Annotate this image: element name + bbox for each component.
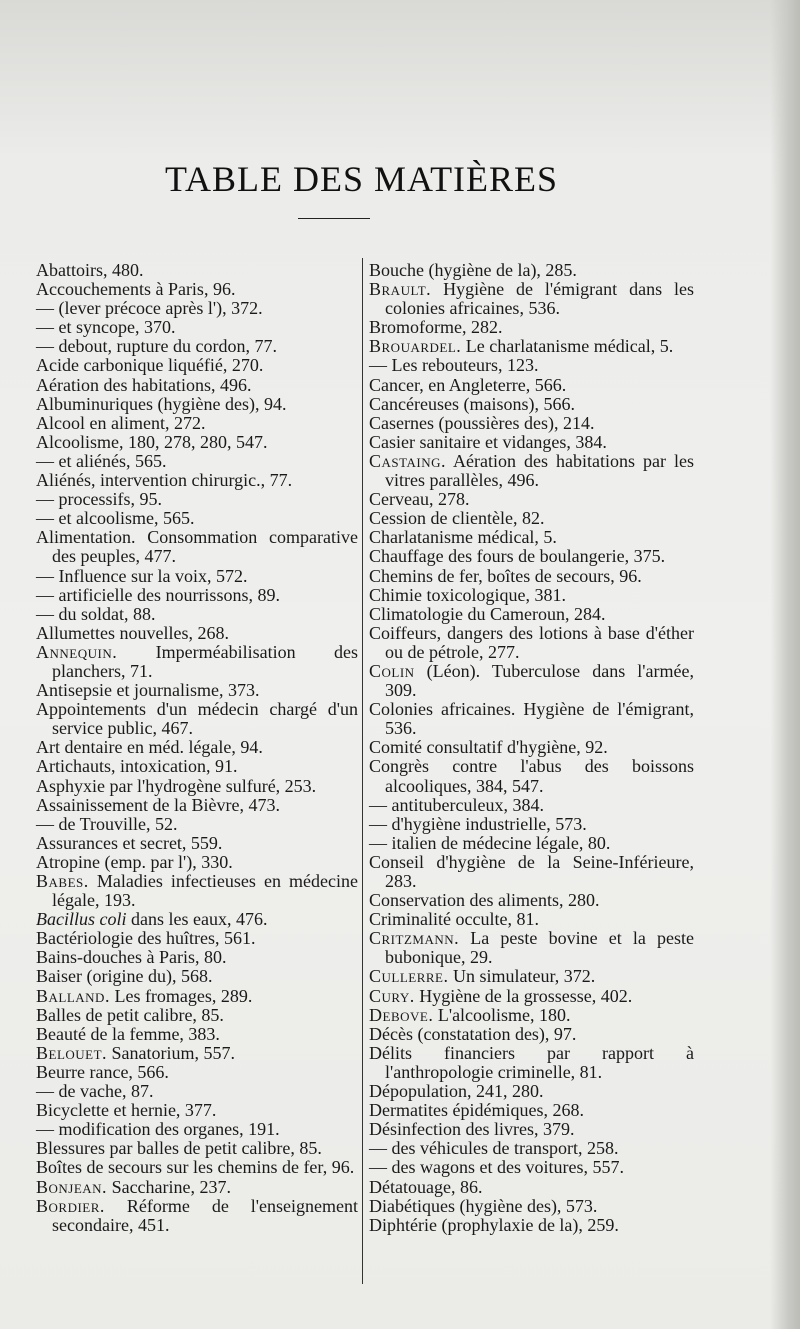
entry-text: Bromoforme, 282. bbox=[369, 317, 503, 338]
index-entry bbox=[36, 1025, 358, 1044]
index-entry bbox=[369, 547, 694, 566]
index-entry bbox=[369, 376, 694, 395]
entry-text: Maladies infectieuses en médecine légale, 193. bbox=[52, 871, 358, 911]
index-entry bbox=[369, 318, 694, 337]
entry-text: Bouche (hygiène de la), 285. bbox=[369, 260, 577, 280]
entry-text: Appointements d'un médecin chargé d'un service public, 467. bbox=[36, 699, 358, 739]
entry-text: Abattoirs, 480. bbox=[36, 260, 144, 280]
entry-text: Les fromages, 289. bbox=[114, 985, 253, 1006]
index-entry bbox=[36, 796, 358, 815]
entry-text: Hygiène de l'émigrant dans les colonies africaines, 536. bbox=[385, 279, 694, 319]
author-name: Bordier. bbox=[36, 1195, 105, 1216]
index-entry bbox=[369, 395, 694, 414]
index-column-left bbox=[36, 261, 358, 1235]
index-entry bbox=[36, 681, 358, 700]
index-entry bbox=[369, 280, 694, 318]
entry-text: Blessures par balles de petit calibre, 85. bbox=[36, 1138, 322, 1159]
entry-text: Asphyxie par l'hydrogène sulfuré, 253. bbox=[36, 775, 317, 796]
index-entry bbox=[369, 1025, 694, 1044]
index-entry bbox=[369, 1139, 694, 1158]
author-name: Castaing. bbox=[369, 450, 447, 471]
entry-text: Beauté de la femme, 383. bbox=[36, 1023, 220, 1044]
index-entry bbox=[36, 280, 358, 299]
index-entry bbox=[369, 624, 694, 662]
index-entry bbox=[36, 624, 358, 643]
entry-text: Allumettes nouvelles, 268. bbox=[36, 622, 229, 643]
entry-text: Cancéreuses (maisons), 566. bbox=[369, 393, 575, 414]
index-entry bbox=[369, 1082, 694, 1101]
index-entry bbox=[36, 318, 358, 337]
entry-text: Détatouage, 86. bbox=[369, 1176, 483, 1197]
index-entry bbox=[36, 299, 358, 318]
index-entry bbox=[36, 929, 358, 948]
author-name: Balland. bbox=[36, 985, 110, 1006]
entry-text: — et alcoolisme, 565. bbox=[36, 508, 195, 529]
author-name: Brault. bbox=[369, 279, 432, 300]
index-entry bbox=[369, 356, 694, 375]
index-entry bbox=[36, 948, 358, 967]
index-entry bbox=[369, 853, 694, 891]
entry-text: — et aliénés, 565. bbox=[36, 450, 167, 471]
entry-text: Aération des habitations, 496. bbox=[36, 374, 252, 395]
entry-text: Boîtes de secours sur les chemins de fer, 96. bbox=[36, 1157, 355, 1178]
title-rule bbox=[298, 218, 370, 219]
index-entry bbox=[36, 1082, 358, 1101]
entry-text: Charlatanisme médical, 5. bbox=[369, 527, 557, 548]
author-name: Belouet. bbox=[36, 1042, 108, 1063]
entry-text: — modification des organes, 191. bbox=[36, 1119, 280, 1140]
author-name: Babes. bbox=[36, 871, 89, 891]
index-entry bbox=[369, 586, 694, 605]
index-entry bbox=[369, 261, 694, 280]
index-entry bbox=[36, 853, 358, 872]
entry-text: Un simulateur, 372. bbox=[453, 966, 596, 987]
index-entry bbox=[369, 738, 694, 757]
index-entry bbox=[369, 1120, 694, 1139]
index-column-right bbox=[369, 261, 694, 1235]
index-entry bbox=[36, 1101, 358, 1120]
index-entry bbox=[369, 834, 694, 853]
index-entry bbox=[36, 1120, 358, 1139]
index-entry bbox=[369, 967, 694, 986]
entry-text: dans les eaux, 476. bbox=[130, 909, 268, 930]
index-entry bbox=[36, 1197, 358, 1235]
entry-text: Saccharine, 237. bbox=[111, 1176, 232, 1197]
entry-text: Atropine (emp. par l'), 330. bbox=[36, 851, 233, 872]
author-name: Critzmann. bbox=[369, 928, 460, 949]
index-entry bbox=[36, 605, 358, 624]
index-entry bbox=[369, 929, 694, 967]
entry-text: Colonies africaines. Hygiène de l'émigrant, 536. bbox=[369, 699, 694, 739]
entry-text: — des wagons et des voitures, 557. bbox=[369, 1157, 624, 1178]
entry-text: Bains-douches à Paris, 80. bbox=[36, 947, 227, 968]
entry-text: — de vache, 87. bbox=[36, 1081, 154, 1102]
entry-text: Acide carbonique liquéfié, 270. bbox=[36, 355, 264, 376]
entry-text: Conservation des aliments, 280. bbox=[369, 890, 600, 911]
entry-text: Cancer, en Angleterre, 566. bbox=[369, 374, 567, 395]
index-entry bbox=[369, 567, 694, 586]
entry-text: Désinfection des livres, 379. bbox=[369, 1119, 575, 1140]
index-entry bbox=[369, 1006, 694, 1025]
index-entry bbox=[36, 700, 358, 738]
entry-text: Sanatorium, 557. bbox=[111, 1042, 236, 1063]
entry-text: Le charlatanisme médical, 5. bbox=[465, 336, 674, 357]
index-entry bbox=[36, 433, 358, 452]
index-entry bbox=[36, 261, 358, 280]
entry-text: (Léon). Tuberculose dans l'armée, 309. bbox=[385, 660, 694, 701]
entry-text: Assainissement de la Bièvre, 473. bbox=[36, 794, 280, 815]
index-entry bbox=[36, 1044, 358, 1063]
author-name: Colin bbox=[369, 660, 415, 681]
author-name: Cury. bbox=[369, 985, 415, 1006]
entry-text: — et syncope, 370. bbox=[36, 317, 176, 338]
entry-text: Aliénés, intervention chirurgic., 77. bbox=[36, 470, 293, 491]
entry-text: Cession de clientèle, 82. bbox=[369, 508, 545, 529]
author-name: Annequin. bbox=[36, 641, 118, 662]
index-entry bbox=[369, 700, 694, 738]
entry-text: Climatologie du Cameroun, 284. bbox=[369, 603, 606, 624]
entry-text: Chimie toxicologique, 381. bbox=[369, 584, 566, 605]
column-divider bbox=[362, 258, 363, 1284]
index-entry bbox=[36, 471, 358, 490]
entry-text: Alcoolisme, 180, 278, 280, 547. bbox=[36, 431, 268, 452]
entry-text: Délits financiers par rapport à l'anthropologie criminelle, 81. bbox=[369, 1042, 694, 1082]
index-entry bbox=[36, 872, 358, 910]
index-entry bbox=[36, 395, 358, 414]
index-entry bbox=[369, 757, 694, 795]
index-entry bbox=[369, 452, 694, 490]
entry-text: Alimentation. Consommation comparative des peuples, 477. bbox=[36, 527, 358, 567]
index-entry bbox=[369, 815, 694, 834]
entry-text: Criminalité occulte, 81. bbox=[369, 909, 539, 930]
entry-text: Baiser (origine du), 568. bbox=[36, 966, 213, 987]
entry-text: Diphtérie (prophylaxie de la), 259. bbox=[369, 1214, 619, 1235]
index-entry bbox=[36, 567, 358, 586]
entry-text: — d'hygiène industrielle, 573. bbox=[369, 813, 587, 834]
entry-text: — du soldat, 88. bbox=[36, 603, 156, 624]
entry-text: Bactériologie des huîtres, 561. bbox=[36, 928, 256, 949]
author-name: Debove. bbox=[369, 1004, 434, 1025]
entry-text: La peste bovine et la peste bubonique, 29. bbox=[385, 928, 694, 968]
index-entry bbox=[36, 356, 358, 375]
index-entry bbox=[36, 987, 358, 1006]
entry-text: Comité consultatif d'hygiène, 92. bbox=[369, 737, 608, 758]
entry-text: Balles de petit calibre, 85. bbox=[36, 1004, 224, 1025]
index-entry bbox=[36, 738, 358, 757]
index-entry bbox=[369, 796, 694, 815]
index-entry bbox=[36, 1063, 358, 1082]
index-entry bbox=[369, 414, 694, 433]
entry-text: Chemins de fer, boîtes de secours, 96. bbox=[369, 565, 642, 586]
index-entry bbox=[36, 815, 358, 834]
entry-text: Décès (constatation des), 97. bbox=[369, 1023, 577, 1044]
entry-text: Casier sanitaire et vidanges, 384. bbox=[369, 431, 607, 452]
entry-text: Aération des habitations par les vitres parallèles, 496. bbox=[385, 450, 694, 491]
page-edge-shadow bbox=[770, 0, 800, 1329]
index-entry bbox=[369, 1178, 694, 1197]
entry-text: Imperméabilisation des planchers, 71. bbox=[52, 641, 359, 681]
italic-term: Bacillus coli bbox=[36, 909, 127, 930]
entry-text: Dépopulation, 241, 280. bbox=[369, 1081, 544, 1102]
entry-text: — de Trouville, 52. bbox=[36, 813, 178, 834]
entry-text: Alcool en aliment, 272. bbox=[36, 412, 206, 433]
entry-text: Bicyclette et hernie, 377. bbox=[36, 1100, 217, 1121]
index-entry bbox=[369, 1101, 694, 1120]
index-entry bbox=[369, 1044, 694, 1082]
entry-text: — (lever précoce après l'), 372. bbox=[36, 298, 263, 319]
index-entry bbox=[36, 376, 358, 395]
entry-text: Dermatites épidémiques, 268. bbox=[369, 1100, 584, 1121]
entry-text: Accouchements à Paris, 96. bbox=[36, 279, 236, 300]
index-entry bbox=[369, 662, 694, 700]
entry-text: Artichauts, intoxication, 91. bbox=[36, 756, 238, 777]
index-entry bbox=[369, 509, 694, 528]
index-entry bbox=[369, 987, 694, 1006]
page-title: TABLE DES MATIÈRES bbox=[164, 159, 559, 199]
entry-text: — Les rebouteurs, 123. bbox=[369, 355, 539, 376]
index-entry bbox=[369, 605, 694, 624]
entry-text: Hygiène de la grossesse, 402. bbox=[419, 985, 633, 1006]
entry-text: Assurances et secret, 559. bbox=[36, 832, 223, 853]
index-entry bbox=[369, 1216, 694, 1235]
index-entry bbox=[36, 1158, 358, 1177]
index-entry bbox=[369, 1197, 694, 1216]
index-entry bbox=[36, 1139, 358, 1158]
entry-text: — artificielle des nourrissons, 89. bbox=[36, 584, 280, 605]
index-entry bbox=[36, 337, 358, 356]
author-name: Cullerre. bbox=[369, 966, 449, 987]
index-entry bbox=[36, 414, 358, 433]
author-name: Brouardel. bbox=[369, 336, 462, 357]
index-entry bbox=[36, 757, 358, 776]
entry-text: Diabétiques (hygiène des), 573. bbox=[369, 1195, 598, 1216]
index-entry bbox=[36, 967, 358, 986]
entry-text: — antituberculeux, 384. bbox=[369, 794, 544, 815]
index-entry bbox=[36, 643, 358, 681]
entry-text: Conseil d'hygiène de la Seine-Inférieure, 283. bbox=[369, 851, 694, 891]
entry-text: Cerveau, 278. bbox=[369, 489, 470, 510]
entry-text: Art dentaire en méd. légale, 94. bbox=[36, 737, 263, 758]
index-entry bbox=[36, 490, 358, 509]
index-entry bbox=[369, 891, 694, 910]
index-entry bbox=[369, 337, 694, 356]
index-entry bbox=[36, 528, 358, 566]
entry-text: Congrès contre l'abus des boissons alcooliques, 384, 547. bbox=[369, 756, 694, 796]
entry-text: L'alcoolisme, 180. bbox=[437, 1004, 571, 1025]
index-entry bbox=[369, 433, 694, 452]
index-entry bbox=[36, 452, 358, 471]
entry-text: Casernes (poussières des), 214. bbox=[369, 412, 595, 433]
index-entry bbox=[36, 1178, 358, 1197]
entry-text: Chauffage des fours de boulangerie, 375. bbox=[369, 546, 666, 567]
index-entry bbox=[36, 509, 358, 528]
entry-text: Albuminuriques (hygiène des), 94. bbox=[36, 393, 287, 414]
author-name: Bonjean. bbox=[36, 1176, 108, 1197]
index-entry bbox=[369, 528, 694, 547]
entry-text: — processifs, 95. bbox=[36, 489, 162, 510]
index-entry bbox=[36, 1006, 358, 1025]
entry-text: — debout, rupture du cordon, 77. bbox=[36, 336, 277, 357]
entry-text: Beurre rance, 566. bbox=[36, 1061, 169, 1082]
entry-text: — des véhicules de transport, 258. bbox=[369, 1138, 619, 1159]
index-entry bbox=[36, 777, 358, 796]
index-entry bbox=[36, 834, 358, 853]
index-entry bbox=[369, 910, 694, 929]
entry-text: — italien de médecine légale, 80. bbox=[369, 832, 611, 853]
index-entry bbox=[36, 910, 358, 929]
index-entry bbox=[36, 586, 358, 605]
entry-text: — Influence sur la voix, 572. bbox=[36, 565, 248, 586]
entry-text: Coiffeurs, dangers des lotions à base d'éther ou de pétrole, 277. bbox=[369, 622, 694, 662]
index-entry bbox=[369, 1158, 694, 1177]
index-entry bbox=[369, 490, 694, 509]
entry-text: Réforme de l'enseignement secondaire, 451. bbox=[52, 1195, 359, 1235]
entry-text: Antisepsie et journalisme, 373. bbox=[36, 680, 260, 701]
